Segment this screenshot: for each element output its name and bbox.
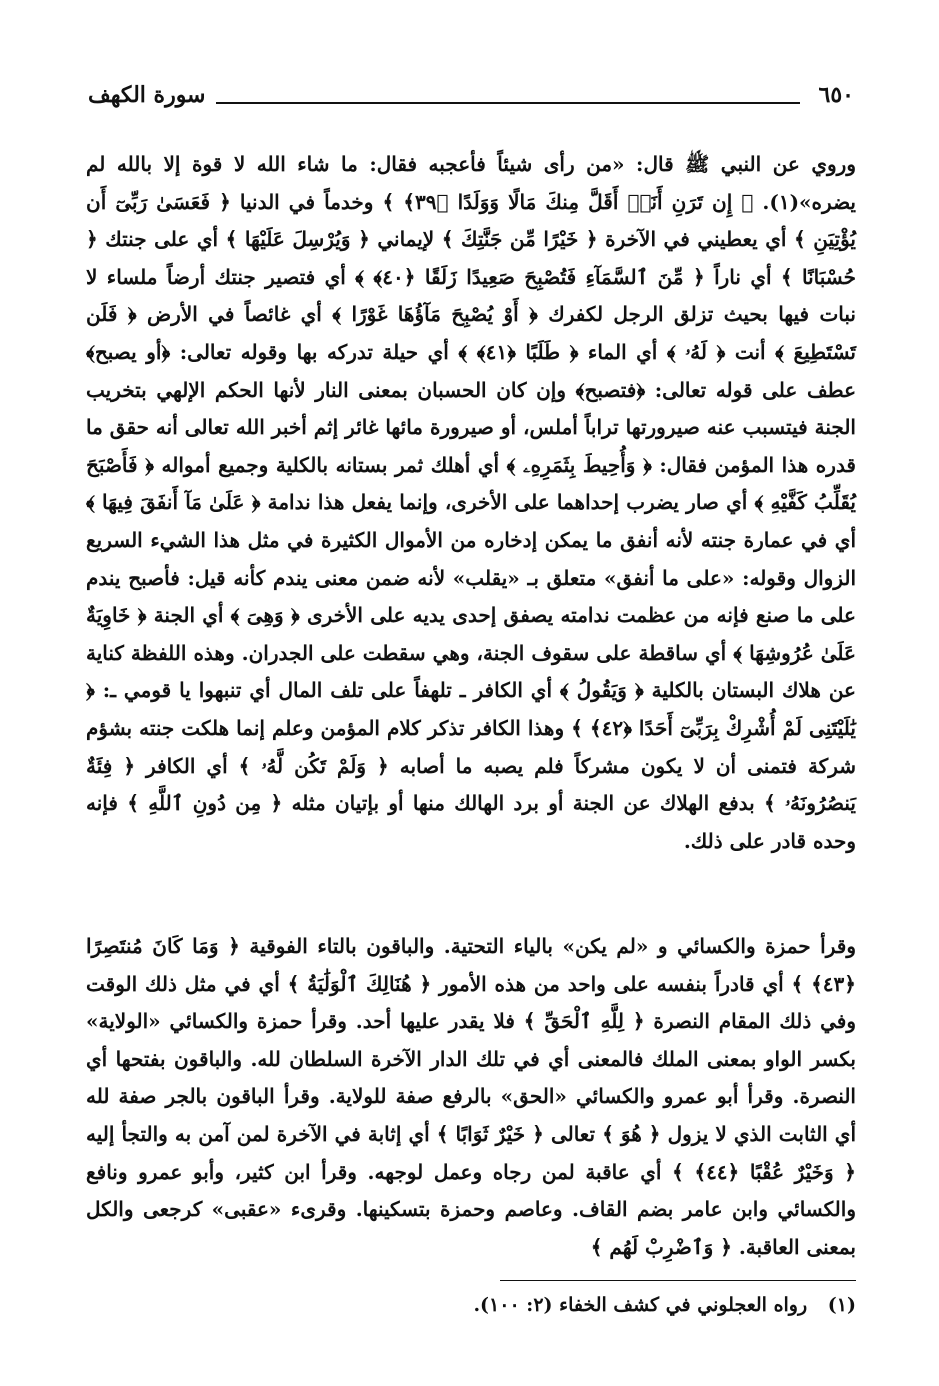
header-divider <box>216 102 800 104</box>
footnote-text: رواه العجلوني في كشف الخفاء (٢: ١٠٠). <box>473 1294 808 1316</box>
footnote-marker: (١) <box>827 1294 856 1316</box>
paragraph-tafsir-2: وقرأ حمزة والكسائي و «لم يكن» بالياء التحتية. والباقون بالتاء الفوقية ﴿ وَمَا كَانَ مُنتَصِرًا ﴿٤٣﴾ ﴾ أي قادراً بنفسه على واحد من هذه الأمور ﴿ هُنَالِكَ ٱلْوَلَٰيَةُ ﴾ أي في مثل ذلك الوقت وفي ذلك المقام النصرة ﴿ لِلَّهِ ٱلْحَقِّ ﴾ فلا يقدر عليها أحد. وقرأ حمزة والكسائي «الولاية» بكسر الواو بمعنى الملك فالمعنى أي في تلك الدار الآخرة السلطان لله. والباقون بفتحها أي النصرة. وقرأ أبو عمرو والكسائي «الحق» بالرفع صفة للولاية. وقرأ الباقون بالجر صفة لله أي الثابت الذي لا يزول ﴿ هُوَ ﴾ تعالى ﴿ خَيْرٌ ثَوَابًا ﴾ أي إثابة في الآخرة لمن آمن به والتجأ إليه ﴿ وَخَيْرٌ عُقْبًا ﴿٤٤﴾ ﴾ أي عاقبة لمن رجاه وعمل لوجهه. وقرأ ابن كثير، وأبو عمرو ونافع والكسائي وابن عامر بضم القاف. وعاصم وحمزة بتسكينها. وقرىء «عقبى» كرجعى والكل بمعنى العاقبة. ﴿ وَٱضْرِبْ لَهُم ﴾ <box>86 934 856 1259</box>
footnote-divider <box>500 1280 856 1281</box>
page-number: ٦٥٠ <box>818 82 854 108</box>
page-header <box>88 78 854 118</box>
surah-title: سورة الكهف <box>88 82 206 108</box>
main-text-block <box>86 146 856 860</box>
footnote <box>86 1294 856 1316</box>
paragraph-tafsir-1: وروي عن النبي ﷺ قال: «من رأى شيئاً فأعجبه فقال: ما شاء الله لا قوة إلا بالله لم يضره»(١). ﴿ إِن تَرَنِ أَنَا۠ أَقَلَّ مِنكَ مَالًا وَوَلَدًا ﴿٣٩﴾ ﴾ وخدماً في الدنيا ﴿ فَعَسَىٰ رَبِّىٓ أَن يُؤْتِيَنِ ﴾ أي يعطيني في الآخرة ﴿ خَيْرًا مِّن جَنَّتِكَ ﴾ لإيماني ﴿ وَيُرْسِلَ عَلَيْهَا ﴾ أي على جنتك ﴿ حُسْبَانًا ﴾ أي ناراً ﴿ مِّنَ ٱلسَّمَآءِ فَتُصْبِحَ صَعِيدًا زَلَقًا ﴿٤٠﴾ ﴾ أي فتصير جنتك أرضاً ملساء لا نبات فيها بحيث تزلق الرجل لكفرك ﴿ أَوْ يُصْبِحَ مَآؤُهَا غَوْرًا ﴾ أي غائصاً في الأرض ﴿ فَلَن تَسْتَطِيعَ ﴾ أنت ﴿ لَهُۥ ﴾ أي الماء ﴿ طَلَبًا ﴿٤١﴾ ﴾ أي حيلة تدركه بها وقوله تعالى: ﴿أو يصبح﴾ عطف على قوله تعالى: ﴿فتصبح﴾ وإن كان الحسبان بمعنى النار لأنها الحكم الإلهي بتخريب الجنة فيتسبب عنه صيرورتها تراباً أملس، أو صيرورة مائها غائر إثم أخبر الله تعالى أنه حقق ما قدره هذا المؤمن فقال: ﴿ وَأُحِيطَ بِثَمَرِهِۦ ﴾ أي أهلك ثمر بستانه بالكلية وجميع أمواله ﴿ فَأَصْبَحَ يُقَلِّبُ كَفَّيْهِ ﴾ أي صار يضرب إحداهما على الأخرى، وإنما يفعل هذا ندامة ﴿ عَلَىٰ مَآ أَنفَقَ فِيهَا ﴾ أي في عمارة جنته لأنه أنفق ما يمكن إدخاره من الأموال الكثيرة في مثل هذا الشيء السريع الزوال وقوله: «على ما أنفق» متعلق بـ «يقلب» لأنه ضمن معنى يندم كأنه قيل: فأصبح يندم على ما صنع فإنه من عظمت ندامته يصفق إحدى يديه على الأخرى ﴿ وَهِىَ ﴾ أي الجنة ﴿ خَاوِيَةٌ عَلَىٰ عُرُوشِهَا ﴾ أي ساقطة على سقوف الجنة، وهي سقطت على الجدران. وهذه اللفظة كناية عن هلاك البستان بالكلية ﴿ وَيَقُولُ ﴾ أي الكافر ـ تلهفاً على تلف المال أي تنبهوا يا قومي ـ: ﴿ يَٰلَيْتَنِى لَمْ أُشْرِكْ بِرَبِّىٓ أَحَدًا ﴿٤٢﴾ ﴾ وهذا الكافر تذكر كلام المؤمن وعلم إنما هلكت جنته بشؤم شركة فتمنى أن لا يكون مشركاً فلم يصبه ما أصابه ﴿ وَلَمْ تَكُن لَّهُۥ ﴾ أي الكافر ﴿ فِئَةٌ يَنصُرُونَهُۥ ﴾ بدفع الهلاك عن الجنة أو برد الهالك منها أو بإتيان مثله ﴿ مِن دُونِ ٱللَّهِ ﴾ فإنه وحده قادر على ذلك. <box>86 152 856 853</box>
second-text-block <box>86 928 856 1266</box>
